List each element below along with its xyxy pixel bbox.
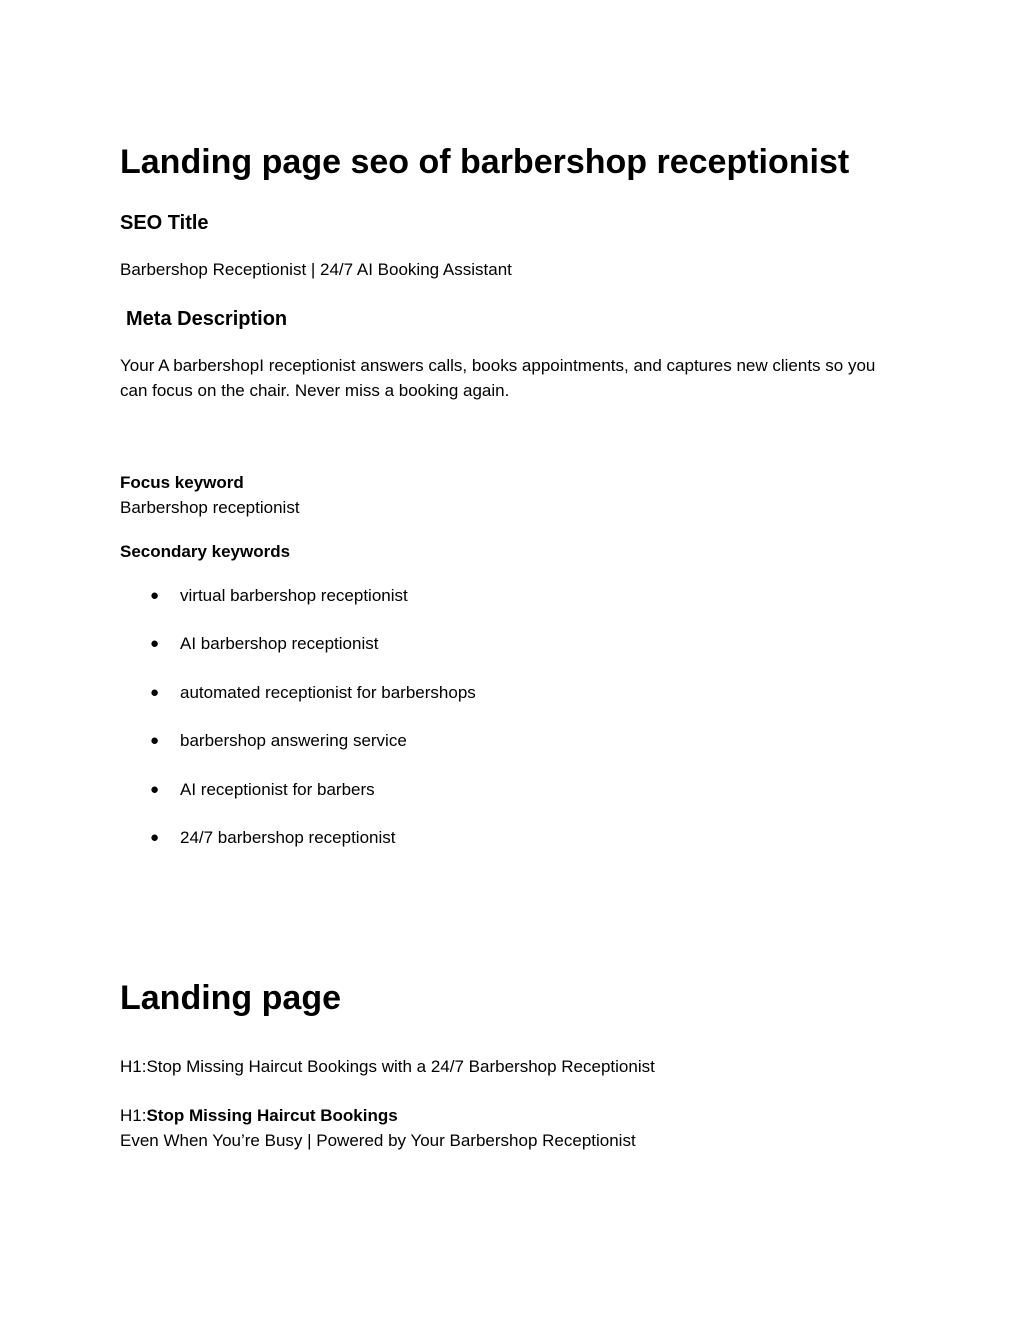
- meta-description-value: Your A barbershopI receptionist answers calls, books appointments, and captures new clients so you can focus on the chair. Never miss a booking again.: [120, 356, 876, 400]
- seo-title-value: Barbershop Receptionist | 24/7 AI Booking Assistant: [120, 260, 512, 279]
- keyword-text: AI receptionist for barbers: [180, 779, 375, 799]
- bullet-icon: ●: [150, 828, 160, 846]
- keyword-text: 24/7 barbershop receptionist: [180, 827, 396, 847]
- keyword-text: barbershop answering service: [180, 731, 407, 751]
- bullet-icon: ●: [150, 587, 160, 604]
- h1-option-2: [120, 1103, 398, 1128]
- h1-option-1: H1:Stop Missing Haircut Bookings with a 24/7 Barbershop Receptionist: [120, 1057, 655, 1076]
- focus-keyword-label: Focus keyword: [120, 473, 244, 492]
- focus-keyword-value: Barbershop receptionist: [120, 498, 300, 517]
- secondary-keywords-label: Secondary keywords: [120, 542, 291, 561]
- keyword-text: virtual barbershop receptionist: [180, 586, 408, 605]
- keyword-text: automated receptionist for barbershops: [180, 682, 476, 702]
- landing-page-heading: Landing page: [120, 979, 341, 1017]
- bullet-icon: ●: [150, 635, 160, 653]
- bullet-icon: ●: [150, 683, 160, 701]
- document-title: Landing page seo of barbershop receptionist: [120, 143, 850, 181]
- h1-option-2-subline: Even When You’re Busy | Powered by Your Barbershop Receptionist: [120, 1131, 636, 1150]
- bullet-icon: ●: [150, 732, 160, 750]
- h1-prefix: H1:: [120, 1106, 147, 1125]
- bullet-icon: ●: [150, 780, 160, 798]
- h1-option-2-bold: Stop Missing Haircut Bookings: [146, 1106, 398, 1125]
- meta-description-heading: Meta Description: [126, 308, 288, 330]
- keyword-text: AI barbershop receptionist: [180, 634, 379, 654]
- seo-title-heading: SEO Title: [120, 212, 209, 234]
